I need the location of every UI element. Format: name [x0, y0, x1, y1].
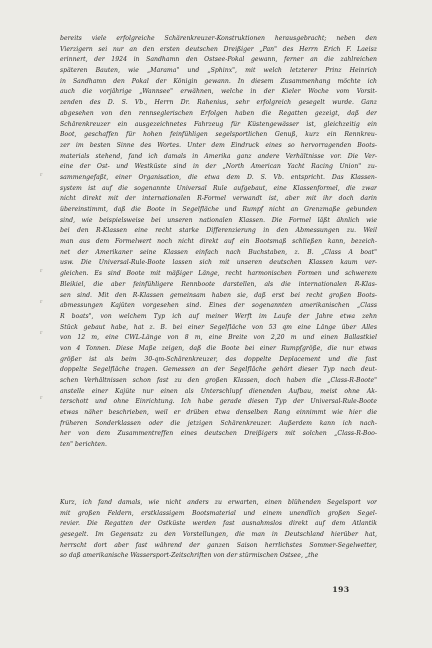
text-line: abgesehen von den rennseglerischen Erfolgen haben die Regatten gezeigt, daß der — [60, 109, 377, 117]
text-line: bei den R-Klassen eine recht starke Differenzierung in den Abmessungen zu. Weil — [60, 227, 377, 235]
text-line: erinnert, der 1924 in Sandhamn den Ostsee-Pokal gewann, ferner an die zahlreichen — [60, 56, 377, 64]
text-line: bereits viele erfolgreiche Schärenkreuzer-Konstruktionen herausgebracht; neben den — [60, 35, 377, 42]
text-line: von 12 m, eine CWL-Länge von 8 m, eine Breite von 2,20 m und einen Ballastkiel — [60, 334, 377, 342]
text-line: etwas näher beschrieben, weil er drüben etwa denselben Rang einnimmt wie hier die — [60, 409, 377, 417]
text-line: Kurz, ich fand damals, wie nicht anders zu erwarten, einen blühenden Segelsport vor — [60, 499, 377, 506]
text-line: so daß amerikanische Wassersport-Zeitschriften von der stürmischen Ostsee, „the — [60, 552, 319, 560]
text-line: net der Amerikaner seine Klassen einfach nach Buchstaben, z. B. „Class A boat" — [60, 248, 377, 256]
paragraph-2 — [60, 498, 377, 562]
text-line: sen sind. Mit den R-Klassen gemeinsam haben sie, daß erst bei recht großen Boots- — [60, 291, 377, 299]
text-line: mit großen Feldern, erstklassigem Bootsmaterial und einem unendlich großen Segel- — [60, 509, 377, 517]
text-line: gleichen. Es sind Boote mit mäßiger Länge, recht harmonischen Formen und schwerem — [60, 270, 377, 278]
text-line: anstelle einer Kajüte nur einen als Unterschlupf dienenden Aufbau, meist ohne Ak- — [60, 387, 377, 395]
text-line: Bleikiel, die aber feinfühligere Rennboote darstellen, als die internationalen R-Klas- — [60, 280, 377, 288]
page-number: 193 — [332, 585, 350, 594]
text-line: früheren Sonderklassen oder die jetzigen Schärenkreuzer. Außerdem kann ich nach- — [60, 419, 377, 427]
text-line: Stück gebaut habe, hat z. B. bei einer Segelfläche von 53 qm eine Länge über Alles — [60, 323, 377, 331]
text-line: man aus dem Formelwert noch nicht direkt auf ein Bootsmaß schließen kann, bezeich- — [60, 238, 377, 246]
text-line: doppelte Segelfläche tragen. Gemessen an der Segelfläche gehört dieser Typ nach deut- — [60, 366, 377, 374]
text-line: zer im besten Sinne des Wortes. Unter dem Eindruck eines so hervorragenden Boots- — [60, 141, 377, 149]
text-line: Boot, geschaffen für hohen feinfühligen segelsportlichen Genuß, kurz ein Rennkreu- — [60, 131, 377, 139]
text-line: usw. Die Universal-Rule-Boote lassen sich mit unseren deutschen Klassen kaum ver- — [60, 259, 377, 267]
text-line: herrscht dort aber fast während der ganzen Saison herrlichstes Sommer-Segelwetter, — [60, 541, 377, 549]
text-line: späteren Bauten, wie „Marama" und „Sphinx", mit welch letzterer Prinz Heinrich — [60, 67, 377, 75]
text-line: her von dem Zusammentreffen eines deutschen Dreißigers mit solchen „Class-R-Boo- — [60, 430, 377, 438]
margin-mark: r — [40, 172, 43, 178]
margin-mark: r — [40, 299, 43, 305]
text-line: übereinstimmt, daß die Boote in Segelfläche und Rumpf nicht an Grenzmaße gebunden — [60, 206, 377, 213]
text-line: ten" berichten. — [60, 441, 107, 449]
margin-mark: r — [40, 395, 43, 401]
text-line: system ist auf die sogenannte Universal Rule aufgebaut, eine Klassenformel, die zwar — [60, 184, 377, 192]
text-line: auch die vorjährige „Wannsee" erwähnen, welche in der Kieler Woche vom Vorsit- — [60, 88, 377, 96]
text-line: abmessungen Kajüten vorgesehen sind. Eines der sogenannten amerikanischen „Class — [60, 302, 377, 310]
text-line: R boats", von welchem Typ ich auf meiner Werft im Laufe der Jahre etwa zehn — [60, 312, 377, 320]
text-line: schen Verhältnissen schon fast zu den großen Klassen, doch haben die „Class-R-Boote" — [60, 377, 377, 384]
text-line: sind, wie beispielsweise bei unseren nationalen Klassen. Die Formel läßt ähnlich wie — [60, 216, 377, 224]
text-line: gesegelt. Im Gegensatz zu den Vorstellungen, die man in Deutschland hierüber hat, — [60, 531, 377, 539]
text-line: materials stehend, fand ich damals in Amerika ganz andere Verhältnisse vor. Die Ver- — [60, 152, 377, 160]
text-line: sammengefaßt, einer Organisation, die etwa dem D. S. Vb. entspricht. Das Klassen- — [60, 173, 377, 181]
margin-mark: r — [40, 268, 43, 274]
text-line: Vierzigern sei nur an den ersten deutschen Dreißiger „Pan" des Herrn Erich F. Laeisz — [60, 45, 377, 53]
text-line: eine der Ost- und Westküste sind in der „North American Yacht Racing Union" zu- — [60, 163, 377, 171]
text-line: zenden des D. S. Vb., Herrn Dr. Rahenius, sehr erfolgreich gesegelt wurde. Ganz — [60, 99, 377, 107]
text-line: revier. Die Regatten der Ostküste werden fast ausnahmslos direkt auf dem Atlantik — [60, 520, 377, 528]
text-line: von 4 Tonnen. Diese Maße zeigen, daß die Boote bei einer Rumpfgröße, die nur etwas — [60, 344, 377, 352]
text-line: Schärenkreuzer ein ausgezeichnetes Fahrzeug für Küstengewässer ist, gleichzeitig ein — [60, 120, 377, 128]
paragraph-1 — [60, 34, 377, 451]
text-line: in Sandhamn den Pokal der Königin gewann. In diesem Zusammenhang möchte ich — [60, 77, 377, 85]
margin-mark: r — [40, 330, 43, 336]
text-line: terschott und ohne Einrichtung. Ich habe gerade diesen Typ der Universal-Rule-Boote — [60, 398, 377, 406]
text-line: größer ist als beim 30-qm-Schärenkreuzer, das doppelte Deplacement und die fast — [60, 355, 377, 363]
text-line: nicht direkt mit der internationalen R-Formel verwandt ist, aber mit ihr doch darin — [60, 195, 377, 203]
